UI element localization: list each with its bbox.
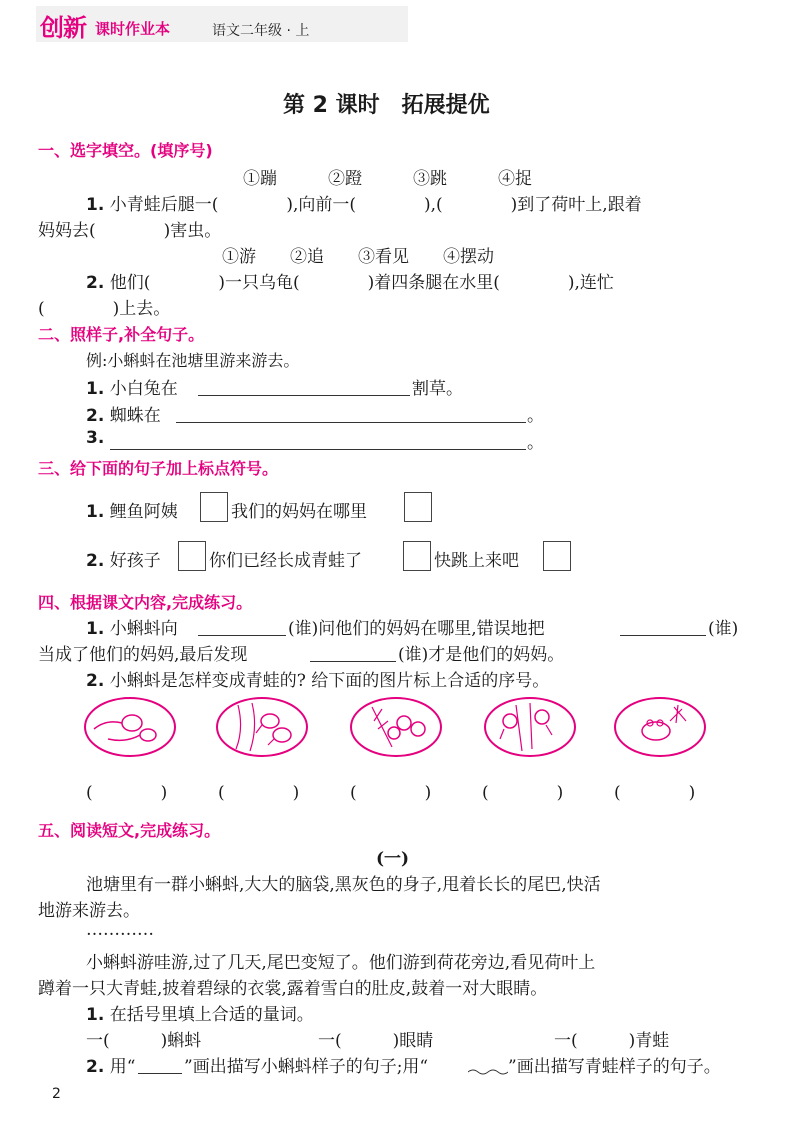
q-number: 1. (86, 502, 105, 522)
s4-q1-line2-b: (谁)才是他们的妈妈。 (398, 645, 565, 665)
s2-q1-post: 割草。 (412, 379, 463, 399)
answer-line[interactable] (198, 634, 286, 636)
s5-q1-b: 一( )眼睛 (318, 1031, 434, 1051)
s3-q2-b: 你们已经长成青蛙了 (209, 551, 362, 571)
s5-q2-b: ”画出描写小蝌蚪样子的句子;用“ (184, 1057, 429, 1077)
q-number: 1. (86, 1005, 105, 1025)
q-number: 2. (86, 273, 105, 293)
q-number: 2. (86, 406, 105, 426)
answer-line[interactable] (176, 421, 526, 423)
s1-options-1: ①蹦 ②蹬 ③跳 ④捉 (243, 169, 532, 189)
answer-paren[interactable]: ( ) (350, 783, 432, 803)
s5-q1-c: 一( )青蛙 (554, 1031, 670, 1051)
page-number: 2 (52, 1086, 61, 1102)
s5-q2-a: 用“ (109, 1057, 136, 1077)
tadpole-illustration-1 (84, 697, 176, 757)
section-4-heading: 四、根据课文内容,完成练习。 (38, 593, 253, 612)
q-number: 1. (86, 195, 105, 215)
passage-p1-line1: 池塘里有一群小蝌蚪,大大的脑袋,黑灰色的身子,甩着长长的尾巴,快活 (86, 875, 601, 895)
page-title: 第 2 课时 拓展提优 (283, 93, 490, 118)
s1-q2-line2: ( )上去。 (38, 299, 171, 319)
answer-line[interactable] (620, 634, 706, 636)
q-number: 3. (86, 428, 105, 448)
passage-p2-line2: 蹲着一只大青蛙,披着碧绿的衣裳,露着雪白的肚皮,鼓着一对大眼睛。 (38, 979, 548, 999)
punctuation-box[interactable] (178, 541, 206, 571)
s4-q1-c: (谁) (708, 619, 739, 639)
passage-p1-line2: 地游来游去。 (38, 901, 140, 921)
tadpole-illustration-3 (350, 697, 442, 757)
tadpole-legs-icon (218, 699, 306, 755)
answer-line[interactable] (110, 448, 526, 450)
section-3-heading: 三、给下面的句子加上标点符号。 (38, 459, 279, 478)
s4-q1-a: 小蝌蚪向 (109, 619, 178, 639)
s4-q1-line2-a: 当成了他们的妈妈,最后发现 (38, 645, 248, 665)
section-5-heading: 五、阅读短文,完成练习。 (38, 821, 221, 840)
tadpole-illustration-5 (614, 697, 706, 757)
s3-q1-b: 我们的妈妈在哪里 (231, 502, 367, 522)
section-1-heading: 一、选字填空。(填序号) (38, 141, 213, 160)
wavy-line-sample (468, 1068, 508, 1076)
q-number: 1. (86, 619, 105, 639)
q-number: 2. (86, 1057, 105, 1077)
s4-q2: 小蝌蚪是怎样变成青蛙的? 给下面的图片标上合适的序号。 (109, 671, 550, 691)
s4-q1-b: (谁)问他们的妈妈在哪里,错误地把 (288, 619, 545, 639)
grade-label: 语文二年级 · 上 (212, 23, 310, 39)
young-frogs-icon (486, 699, 574, 755)
s2-q2-post: 。 (527, 406, 544, 426)
punctuation-box[interactable] (404, 492, 432, 522)
answer-paren[interactable]: ( ) (482, 783, 564, 803)
frog-icon (616, 699, 704, 755)
answer-paren[interactable]: ( ) (614, 783, 696, 803)
tadpole-illustration-4 (484, 697, 576, 757)
s1-q1-line2: 妈妈去( )害虫。 (38, 221, 222, 241)
answer-paren[interactable]: ( ) (218, 783, 300, 803)
q-number: 2. (86, 551, 105, 571)
passage-p2-line1: 小蝌蚪游哇游,过了几天,尾巴变短了。他们游到荷花旁边,看见荷叶上 (86, 953, 596, 973)
s1-q2-line1: 他们( )一只乌龟( )着四条腿在水里( ),连忙 (109, 273, 614, 293)
s3-q2-a: 好孩子 (109, 551, 161, 571)
tadpole-icon (86, 699, 174, 755)
passage-ellipsis: ………… (86, 920, 154, 940)
s5-q2-c: ”画出描写青蛙样子的句子。 (508, 1057, 721, 1077)
frogs-on-plant-icon (352, 699, 440, 755)
punctuation-box[interactable] (543, 541, 571, 571)
q-number: 2. (86, 671, 105, 691)
series-name: 课时作业本 (95, 20, 171, 38)
answer-paren[interactable]: ( ) (86, 783, 168, 803)
s3-q1-a: 鲤鱼阿姨 (109, 502, 178, 522)
s3-q2-c: 快跳上来吧 (434, 551, 519, 571)
s2-example: 例:小蝌蚪在池塘里游来游去。 (86, 351, 300, 370)
s1-options-2: ①游 ②追 ③看见 ④摆动 (222, 247, 494, 267)
brand-logo: 创新 (40, 14, 86, 42)
s5-q1: 在括号里填上合适的量词。 (109, 1005, 314, 1025)
answer-line[interactable] (310, 660, 396, 662)
answer-line[interactable] (198, 394, 410, 396)
straight-line-sample (138, 1072, 182, 1074)
q-number: 1. (86, 379, 105, 399)
s1-q1-line1: 小青蛙后腿一( ),向前一( ),( )到了荷叶上,跟着 (109, 195, 642, 215)
passage-subtitle: (一) (376, 849, 410, 869)
s2-q2-pre: 蜘蛛在 (109, 406, 161, 426)
s5-q1-a: 一( )蝌蚪 (86, 1031, 202, 1051)
punctuation-box[interactable] (403, 541, 431, 571)
punctuation-box[interactable] (200, 492, 228, 522)
s2-q3-post: 。 (527, 433, 544, 453)
tadpole-illustration-2 (216, 697, 308, 757)
section-2-heading: 二、照样子,补全句子。 (38, 325, 205, 344)
s2-q1-pre: 小白兔在 (109, 379, 178, 399)
